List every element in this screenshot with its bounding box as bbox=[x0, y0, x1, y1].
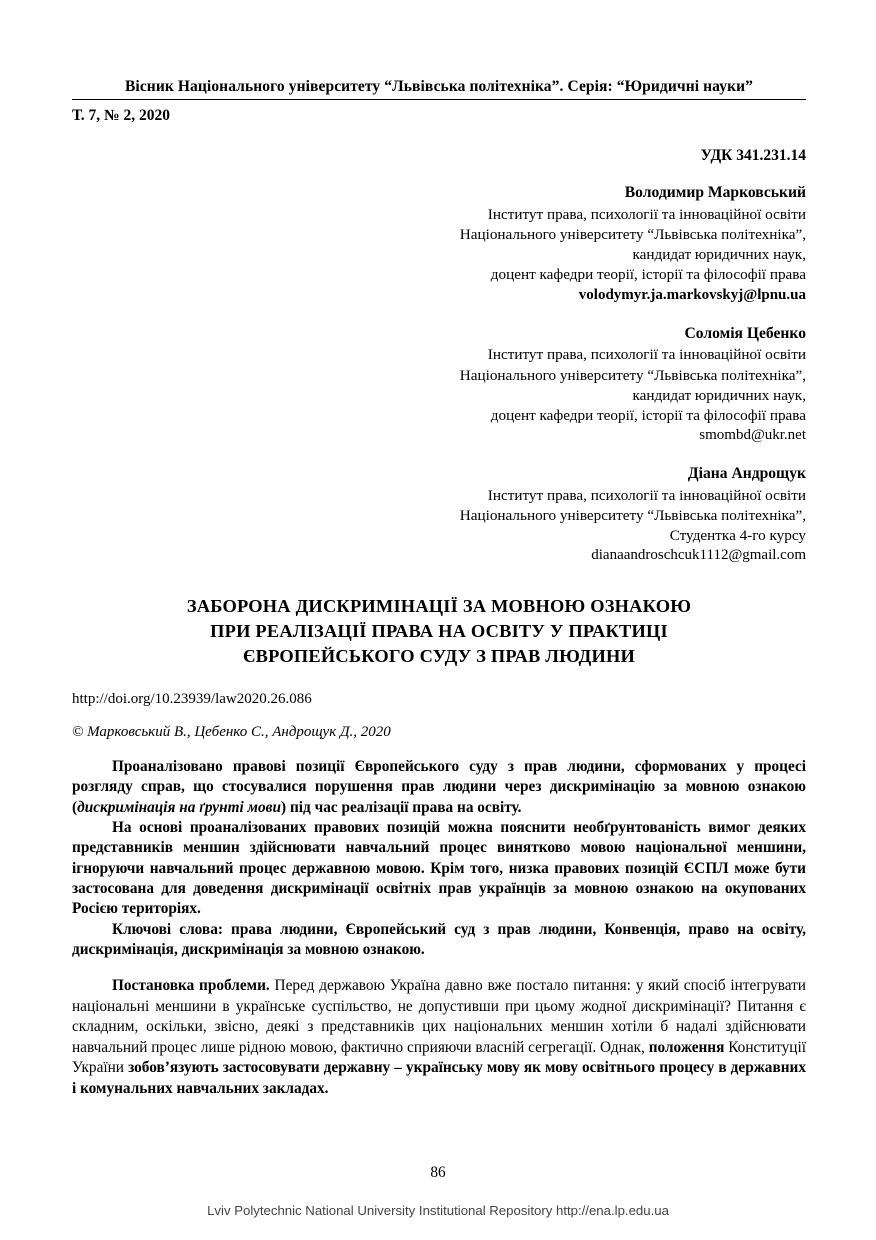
udc-code: УДК 341.231.14 bbox=[700, 147, 806, 164]
author-name: Діана Андрощук bbox=[687, 465, 806, 483]
body-section bbox=[72, 976, 806, 1099]
author-block-3 bbox=[72, 464, 806, 566]
body-lead-bold: Постановка проблеми. bbox=[112, 977, 270, 995]
abstract-p1-italic: дискримінація на ґрунті мови bbox=[77, 798, 282, 816]
title-line-2: ПРИ РЕАЛІЗАЦІЇ ПРАВА НА ОСВІТУ У ПРАКТИЦІ bbox=[210, 621, 668, 642]
title-line-3: ЄВРОПЕЙСЬКОГО СУДУ З ПРАВ ЛЮДИНИ bbox=[242, 646, 636, 667]
author-affiliation-line: Студентка 4-го курсу bbox=[669, 527, 806, 545]
author-affiliation-line: доцент кафедри теорії, історії та філософії права bbox=[490, 266, 806, 284]
body-paragraph-1 bbox=[72, 976, 806, 1099]
author-affiliation-line: Національного університету “Львівська політехніка”, bbox=[459, 225, 806, 243]
page-title bbox=[72, 594, 806, 669]
author-email: dianaandroschcuk1112@gmail.com bbox=[591, 547, 806, 564]
author-affiliation-line: кандидат юридичних наук, bbox=[632, 246, 806, 264]
author-block-1 bbox=[72, 183, 806, 306]
author-affiliation-line: Інститут права, психології та інноваційної освіти bbox=[487, 346, 806, 364]
issue-line: Т. 7, № 2, 2020 bbox=[72, 107, 170, 124]
author-affiliation-line: Інститут права, психології та інноваційної освіти bbox=[487, 486, 806, 504]
author-name: Володимир Марковський bbox=[624, 184, 806, 201]
abstract-paragraph-2: На основі проаналізованих правових позицій можна пояснити необґрунтованість вимог деяких представників меншин здійснювати навчальний процес винятково мовою національної меншини, ігноруючи навчальний процес державною мовою. Крім того, низка правових позицій ЄСПЛ може бути застосована для доведення дискримінації освітніх прав українців за мовною ознакою на окупованих Росією територіях. bbox=[72, 818, 806, 918]
author-affiliation-line: Інститут права, психології та інноваційної освіти bbox=[487, 205, 806, 223]
repository-footer: Lviv Polytechnic National University Institutional Repository http://ena.lp.edu.ua bbox=[207, 1203, 669, 1218]
author-email: smombd@ukr.net bbox=[699, 427, 806, 444]
body-bold-d: зобов’язують застосовувати державну – українську мову як мову освітнього процесу в державних і комунальних навчальних закладах. bbox=[72, 1059, 806, 1097]
author-email: volodymyr.ja.markovskyj@lpnu.ua bbox=[578, 286, 806, 303]
body-text-c: Конституції України bbox=[72, 1038, 806, 1077]
author-affiliation-line: Національного університету “Львівська політехніка”, bbox=[459, 366, 806, 384]
title-line-1: ЗАБОРОНА ДИСКРИМІНАЦІЇ ЗА МОВНОЮ ОЗНАКОЮ bbox=[186, 596, 692, 617]
body-text-a: Перед державою Україна давно вже постало питання: у який спосіб інтегрувати національні меншини в українське суспільство, не допустивши при цьому жодної дискримінації? Питання є складним, оскільки, звісно, деякі з представників цих національних меншин хотіли б надалі здійснювати навчальний процес лише рідною мовою, фактично сприяючи власній сегрегації. Однак, bbox=[72, 977, 806, 1056]
abstract-p1-part-a: Проаналізовано правові позиції Європейського суду з прав людини, сформованих у процесі розгляду справ, що стосувалися порушення прав людини через дискримінацію за мовною ознакою ( bbox=[72, 757, 806, 816]
body-bold-b: положення bbox=[648, 1038, 725, 1056]
doi-link[interactable]: http://doi.org/10.23939/law2020.26.086 bbox=[72, 690, 312, 707]
copyright-line: © Марковський В., Цебенко С., Андрощук Д., 2020 bbox=[72, 723, 391, 740]
abstract-p1-part-b: ) під час реалізації права на освіту. bbox=[281, 798, 522, 816]
abstract bbox=[72, 757, 806, 960]
abstract-keywords: Ключові слова: права людини, Європейський суд з прав людини, Конвенція, право на освіту, дискримінація, дискримінація за мовною ознакою. bbox=[72, 920, 806, 959]
abstract-paragraph-1 bbox=[72, 757, 806, 818]
author-affiliation-line: кандидат юридичних наук, bbox=[632, 386, 806, 404]
page-number: 86 bbox=[430, 1164, 446, 1181]
author-affiliation-line: доцент кафедри теорії, історії та філософії права bbox=[490, 406, 806, 424]
running-head: Вісник Національного університету “Львівська політехніка”. Серія: “Юридичні науки” bbox=[72, 78, 806, 100]
author-name: Соломія Цебенко bbox=[684, 324, 806, 342]
author-affiliation-line: Національного університету “Львівська політехніка”, bbox=[459, 507, 806, 525]
author-block-2 bbox=[72, 324, 806, 447]
